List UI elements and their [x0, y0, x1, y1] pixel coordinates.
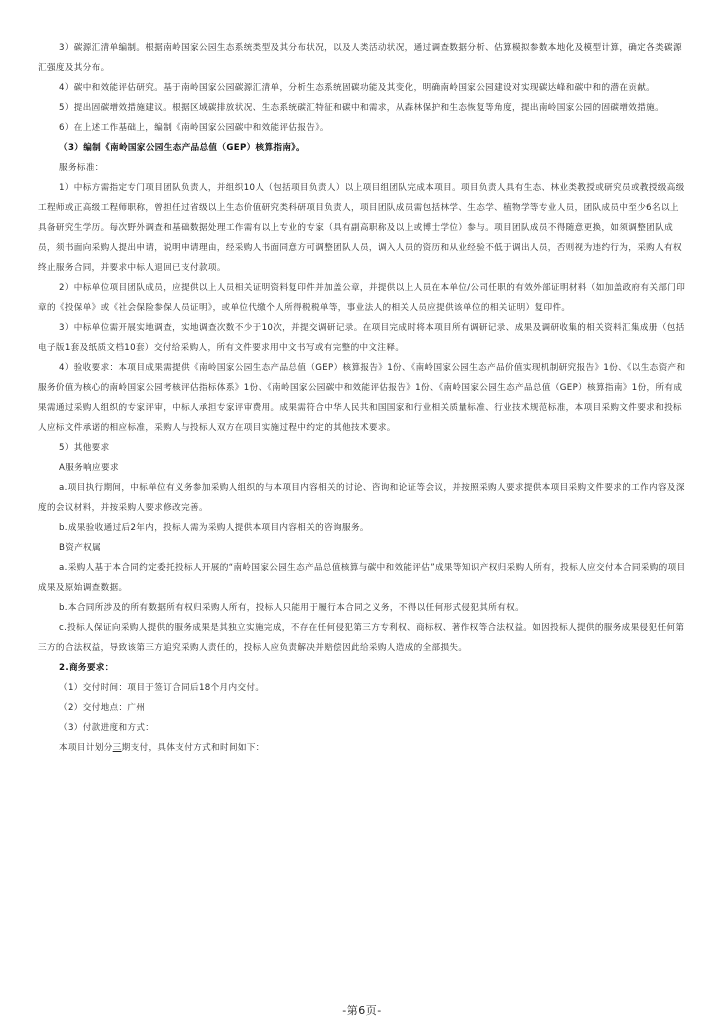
paragraph-item-5: 5）提出固碳增效措施建议。根据区域碳排放状况、生态系统碳汇特征和碳中和需求，从森林保护和生态恢复等角度，提出南岭国家公园的固碳增效措施。 [59, 103, 665, 113]
item-b-c: c.投标人保证向采购人提供的服务成果是其独立实施完成，不存在任何侵犯第三方专利权、商标权、著作权等合法权益。如因投标人提供的服务成果侵犯任何第三方的合法权益，导致该第三方追究采购人责任的，投标人应负责解决并赔偿因此给采购人造成的全部损失。 [38, 623, 685, 653]
business-item-delivery-time: （1）交付时间：项目于签订合同后18个月内交付。 [59, 683, 265, 693]
section-a-service-response: A服务响应要求 [59, 463, 119, 473]
standard-2-credentials: 2）中标单位项目团队成员，应提供以上人员相关证明资料复印件并加盖公章，并提供以上人员在本单位/公司任职的有效外部证明材料（如加盖政府有关部门印章的《投保单》或《社会保险参保人员证明》，或单位代缴个人所得税税单等，事业法人的相关人员应提供该单位的相关证明）复印件。 [38, 283, 686, 313]
standard-5-other: 5）其他要求 [59, 443, 110, 453]
item-a-b: b.成果验收通过后2年内，投标人需为采购人提供本项目内容相关的咨询服务。 [59, 523, 369, 533]
standard-4-acceptance: 4）验收要求：本项目成果需提供《南岭国家公园生态产品总值（GEP）核算报告》1份、《南岭国家公园生态产品价值实现机制研究报告》1份、《以生态资产和服务价值为核心的南岭国家公园考核评估指标体系》1份、《南岭国家公园碳中和效能评估报告》1份、《南岭国家公园生态产品总值（GEP）核算指南》1份，所有成果需通过采购人组织的专家评审，中标人承担专家评审费用。成果需符合中华人民共和国国家和行业相关质量标准、行业技术规范标准，本项目采购文件要求和投标人应标文件承诺的相应标准，采购人与投标人双方在项目实施过程中约定的其他技术要求。 [38, 363, 686, 433]
payment-plan-suffix: 期支付，具体支付方式和时间如下： [121, 743, 265, 753]
item-b-a: a.采购人基于本合同约定委托投标人开展的“南岭国家公园生态产品总值核算与碳中和效能评估”成果等知识产权归采购人所有，投标人应交付本合同采购的项目成果及原始调查数据。 [38, 563, 686, 593]
standard-1-team: 1）中标方需指定专门项目团队负责人，并组织10人（包括项目负责人）以上项目组团队完成本项目。项目负责人具有生态、林业类教授或研究员或教授级高级工程师或正高级工程师职称，曾担任过省级以上生态价值研究类科研项目负责人，项目团队成员需包括林学、生态学、植物学等专业人员，团队成员中至少6名以上具备研究生学历。每次野外调查和基础数据处理工作需有以上专业的专家（具有副高职称及以上或博士学位）参与。项目团队成员不得随意更换，如须调整团队成员，须书面向采购人提出申请，说明申请理由，经采购人书面同意方可调整团队人员，调入人员的资历和从业经验不低于调出人员，否则视为违约行为，采购人有权终止服务合同，并要求中标人退回已支付款项。 [38, 183, 685, 273]
business-item-payment: （3）付款进度和方式： [59, 723, 155, 733]
service-standard-label: 服务标准： [59, 163, 104, 173]
page-number: -第6页- [342, 1004, 382, 1017]
payment-plan-periods: 三 [112, 743, 122, 753]
paragraph-item-6: 6）在上述工作基础上，编制《南岭国家公园碳中和效能评估报告》。 [59, 123, 329, 133]
paragraph-item-3: 3）碳源汇清单编制。根据南岭国家公园生态系统类型及其分布状况，以及人类活动状况，通过调查数据分析、估算模拟参数本地化及模型计算，确定各类碳源汇强度及其分布。 [38, 43, 682, 73]
item-a-a: a.项目执行期间，中标单位有义务参加采购人组织的与本项目内容相关的讨论、咨询和论证等会议，并按照采购人要求提供本项目采购文件要求的工作内容及深度的会议材料，并按采购人要求修改完善。 [38, 483, 685, 513]
payment-plan-line [38, 738, 686, 758]
standard-3-field-survey: 3）中标单位需开展实地调查，实地调查次数不少于10次，并提交调研记录。在项目完成时将本项目所有调研记录、成果及调研收集的相关资料汇集成册（包括电子版1套及纸质文档10套）交付给采购人，所有文件要求用中文书写或有完整的中文注释。 [38, 323, 685, 353]
business-item-delivery-place: （2）交付地点：广州 [59, 703, 146, 713]
paragraph-item-4: 4）碳中和效能评估研究。基于南岭国家公园碳源汇清单，分析生态系统固碳功能及其变化，明确南岭国家公园建设对实现碳达峰和碳中和的潜在贡献。 [59, 83, 656, 93]
item-b-b: b.本合同所涉及的所有数据所有权归采购人所有，投标人只能用于履行本合同之义务，不得以任何形式侵犯其所有权。 [59, 603, 525, 613]
section-b-asset-ownership: B资产权属 [59, 543, 102, 553]
section-heading-gep-guide: （3）编制《南岭国家公园生态产品总值（GEP）核算指南》。 [59, 143, 305, 153]
payment-plan-prefix: 本项目计划分 [59, 743, 113, 753]
business-requirements-heading: 2.商务要求： [59, 663, 114, 673]
document-body [38, 38, 686, 758]
